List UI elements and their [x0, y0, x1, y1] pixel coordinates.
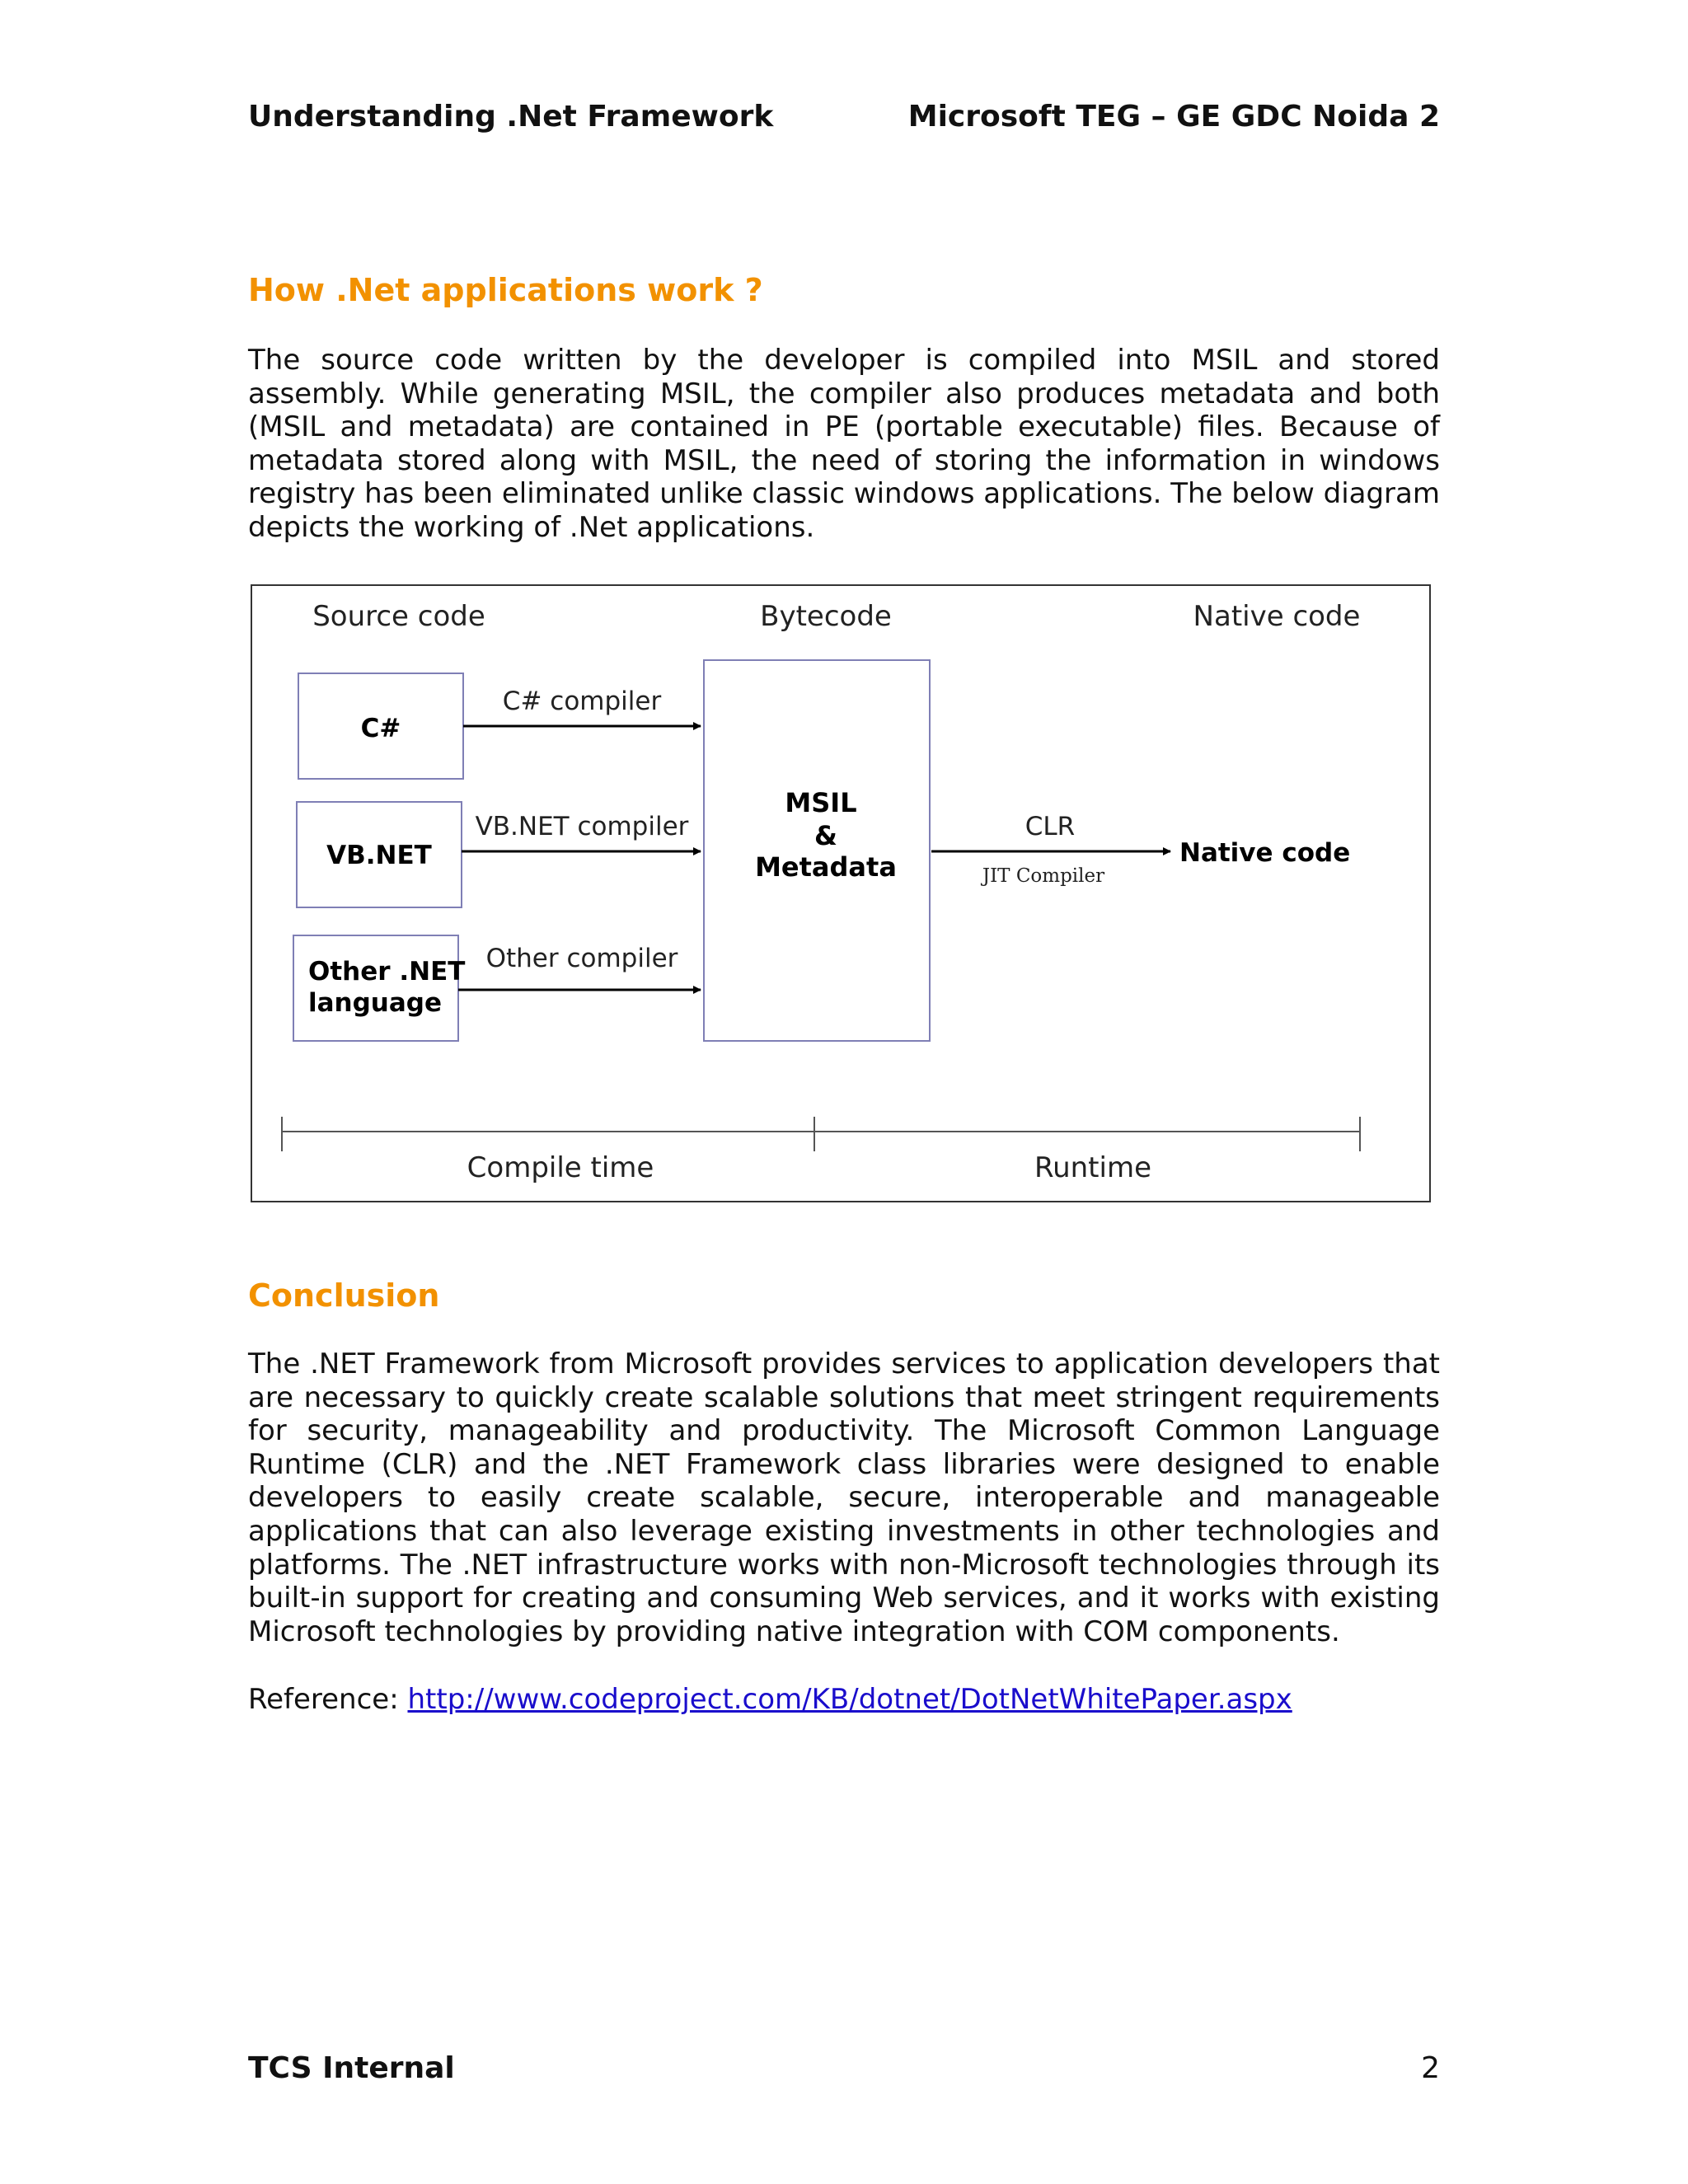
jit-compiler-label: JIT Compiler [982, 865, 1105, 887]
header-organization: Microsoft TEG – GE GDC Noida 2 [907, 100, 1440, 134]
footer-classification: TCS Internal [248, 2051, 455, 2085]
ampersand-label: & [814, 820, 837, 851]
header-document-title: Understanding .Net Framework [248, 100, 774, 134]
other-language-label-line2: language [308, 988, 443, 1018]
vbnet-compiler-label: VB.NET compiler [475, 812, 689, 841]
column-heading-bytecode: Bytecode [760, 600, 892, 633]
native-code-output-label: Native code [1179, 838, 1351, 868]
diagram-canvas [252, 586, 1432, 1204]
vbnet-label: VB.NET [326, 841, 432, 870]
reference-line [248, 1683, 1292, 1716]
reference-link[interactable]: http://www.codeproject.com/KB/dotnet/DotNetWhitePaper.aspx [407, 1683, 1292, 1716]
csharp-label: C# [360, 714, 401, 743]
clr-label: CLR [1025, 812, 1076, 841]
reference-label: Reference: [248, 1683, 408, 1716]
page-number: 2 [1421, 2051, 1440, 2085]
runtime-label: Runtime [1034, 1151, 1152, 1184]
conclusion-paragraph: The .NET Framework from Microsoft provides services to application developers that are necessary to quickly create scalable solutions that meet stringent requirements for security, manageability and productivity. The Microsoft Common Language Runtime (CLR) and the .NET Framework class libraries were designed to enable developers to easily create scalable, secure, interoperable and manageable applications that can also leverage existing investments in other technologies and platforms. The .NET infrastructure works with non-Microsoft technologies through its built-in support for creating and consuming Web services, and it works with existing Microsoft technologies by providing native integration with COM components. [248, 1347, 1440, 1648]
metadata-label: Metadata [755, 851, 897, 883]
section-heading-how-net-works: How .Net applications work ? [248, 272, 763, 308]
other-compiler-label: Other compiler [485, 944, 678, 973]
dotnet-compilation-diagram [251, 584, 1431, 1202]
msil-label: MSIL [785, 787, 857, 818]
section-heading-conclusion: Conclusion [248, 1277, 440, 1314]
column-heading-native-code: Native code [1193, 600, 1361, 633]
other-language-label-line1: Other .NET [308, 957, 466, 987]
csharp-compiler-label: C# compiler [502, 687, 662, 716]
intro-paragraph: The source code written by the developer is compiled into MSIL and stored assembly. While generating MSIL, the compiler also produces metadata and both (MSIL and metadata) are contained in PE (portable executable) files. Because of metadata stored along with MSIL, the need of storing the information in windows registry has been eliminated unlike classic windows applications. The below diagram depicts the working of .Net applications. [248, 344, 1440, 544]
compile-time-label: Compile time [467, 1151, 654, 1184]
column-heading-source-code: Source code [312, 600, 485, 633]
